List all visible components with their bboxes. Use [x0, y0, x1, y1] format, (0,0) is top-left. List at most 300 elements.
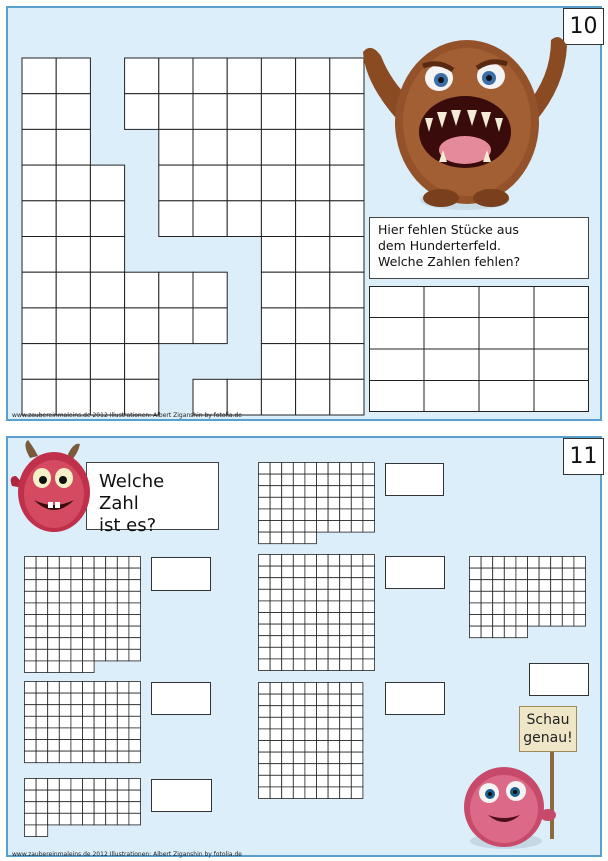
grid-cell: [270, 463, 282, 475]
grid-cell: [270, 601, 282, 613]
grid-cell: [293, 647, 305, 659]
grid-cell: [36, 751, 48, 763]
grid-cell: [83, 728, 95, 740]
puzzle-cell: [125, 379, 159, 415]
answer-table[interactable]: [369, 286, 589, 412]
grid-cell: [106, 779, 118, 791]
grid-cell: [117, 751, 129, 763]
grid-cell: [340, 752, 352, 764]
grid-cell: [293, 683, 305, 695]
answer-box-6[interactable]: [385, 682, 445, 715]
grid-cell: [293, 624, 305, 636]
grid-cell: [259, 486, 271, 498]
grid-cell: [328, 636, 340, 648]
puzzle-cell: [22, 201, 56, 237]
grid-cell: [48, 649, 60, 661]
grid-cell: [528, 568, 540, 580]
grid-cell: [71, 591, 83, 603]
puzzle-cell: [159, 129, 193, 165]
grid-cell: [504, 603, 516, 615]
grid-cell: [36, 825, 48, 837]
grid-cell: [71, 638, 83, 650]
answer-box-4[interactable]: [529, 663, 589, 696]
grid-cell: [48, 626, 60, 638]
grid-cell: [59, 790, 71, 802]
grid-cell: [94, 751, 106, 763]
grid-cell: [481, 568, 493, 580]
grid-cell: [259, 555, 271, 567]
grid-cell: [259, 497, 271, 509]
grid-cell: [328, 474, 340, 486]
grid-cell: [317, 486, 329, 498]
grid-cell: [351, 647, 363, 659]
grid-cell: [363, 636, 375, 648]
grid-cell: [259, 589, 271, 601]
grid-cell: [83, 568, 95, 580]
grid-cell: [129, 557, 141, 569]
answer-box-3[interactable]: [385, 556, 445, 589]
grid-cell: [270, 659, 282, 671]
grid-cell: [328, 694, 340, 706]
grid-cell: [340, 706, 352, 718]
puzzle-cell: [90, 379, 124, 415]
grid-cell: [117, 693, 129, 705]
grid-cell: [305, 497, 317, 509]
grid-cell: [481, 557, 493, 569]
grid-cell: [36, 615, 48, 627]
grid-cell: [351, 764, 363, 776]
grid-cell: [351, 636, 363, 648]
grid-cell: [117, 591, 129, 603]
grid-cell: [71, 716, 83, 728]
grid-cell: [71, 751, 83, 763]
grid-cell: [117, 716, 129, 728]
grid-cell: [293, 764, 305, 776]
grid-cell: [351, 683, 363, 695]
puzzle-cell: [125, 308, 159, 344]
grid-cell: [340, 647, 352, 659]
grid-cell: [71, 705, 83, 717]
grid-cell: [551, 557, 563, 569]
answer-box-5[interactable]: [151, 682, 211, 715]
grid-cell: [351, 463, 363, 475]
sign-line-1: Schau: [526, 712, 570, 728]
grid-cell: [328, 729, 340, 741]
grid-cell: [83, 779, 95, 791]
grid-cell: [71, 568, 83, 580]
grid-cell: [270, 683, 282, 695]
grid-cell: [282, 729, 294, 741]
grid-cell: [117, 740, 129, 752]
grid-cell: [328, 787, 340, 799]
grid-cell: [48, 790, 60, 802]
grid-cell: [293, 521, 305, 533]
grid-cell: [25, 790, 37, 802]
grid-cell: [83, 649, 95, 661]
grid-cell: [328, 463, 340, 475]
answer-box-7[interactable]: [151, 779, 212, 812]
grid-cell: [59, 615, 71, 627]
grid-cell: [293, 741, 305, 753]
grid-cell: [539, 568, 551, 580]
answer-box-1[interactable]: [385, 463, 444, 496]
grid-cell: [71, 626, 83, 638]
grid-cell: [106, 591, 118, 603]
grid-cell: [259, 636, 271, 648]
grid-cell: [106, 649, 118, 661]
grid-cell: [36, 661, 48, 673]
grid-cell: [83, 557, 95, 569]
grid-cell: [516, 591, 528, 603]
puzzle-cell: [227, 129, 261, 165]
grid-cell: [25, 568, 37, 580]
grid-cell: [94, 740, 106, 752]
grid-cell: [25, 603, 37, 615]
grid-cell: [36, 802, 48, 814]
prompt-line-1: Hier fehlen Stücke aus: [378, 222, 519, 237]
puzzle-cell: [90, 344, 124, 380]
grid-cell: [340, 636, 352, 648]
grid-cell: [528, 591, 540, 603]
grid-cell: [36, 790, 48, 802]
grid-cell: [317, 566, 329, 578]
grid-cell: [106, 705, 118, 717]
grid-cell: [59, 813, 71, 825]
puzzle-cell: [22, 272, 56, 308]
grid-cell: [351, 624, 363, 636]
grid-cell: [351, 775, 363, 787]
grid-cell: [59, 716, 71, 728]
puzzle-cell: [296, 165, 330, 201]
grid-cell: [328, 764, 340, 776]
grid-cell: [328, 775, 340, 787]
grid-cell: [59, 740, 71, 752]
grid-cell: [470, 626, 482, 638]
grid-cell: [493, 615, 505, 627]
question-line-2: ist es?: [99, 515, 157, 536]
grid-cell: [539, 603, 551, 615]
grid-cell: [117, 682, 129, 694]
grid-cell: [470, 557, 482, 569]
grid-cell: [83, 740, 95, 752]
puzzle-cell: [227, 58, 261, 94]
grid-cell: [282, 532, 294, 544]
grid-cell: [71, 779, 83, 791]
grid-cell: [282, 486, 294, 498]
grid-cell: [305, 636, 317, 648]
grid-cell: [562, 568, 574, 580]
grid-cell: [129, 649, 141, 661]
grid-cell: [340, 694, 352, 706]
grid-cell: [48, 728, 60, 740]
counting-grid-5: [24, 681, 144, 767]
grid-cell: [71, 661, 83, 673]
grid-cell: [117, 728, 129, 740]
grid-cell: [129, 603, 141, 615]
grid-cell: [259, 741, 271, 753]
grid-cell: [94, 603, 106, 615]
grid-cell: [48, 638, 60, 650]
grid-cell: [562, 615, 574, 627]
grid-cell: [83, 661, 95, 673]
grid-cell: [129, 682, 141, 694]
puzzle-cell: [330, 237, 364, 273]
grid-cell: [282, 683, 294, 695]
grid-cell: [129, 728, 141, 740]
puzzle-cell: [193, 379, 227, 415]
card-11: [6, 436, 602, 857]
grid-cell: [351, 578, 363, 590]
grid-cell: [94, 615, 106, 627]
grid-cell: [71, 740, 83, 752]
grid-cell: [71, 728, 83, 740]
grid-cell: [293, 706, 305, 718]
grid-cell: [317, 706, 329, 718]
grid-cell: [94, 649, 106, 661]
grid-cell: [36, 740, 48, 752]
grid-cell: [25, 813, 37, 825]
grid-cell: [106, 626, 118, 638]
puzzle-cell: [56, 94, 90, 130]
answer-box-2[interactable]: [151, 557, 211, 591]
grid-cell: [305, 474, 317, 486]
grid-cell: [351, 521, 363, 533]
grid-cell: [293, 486, 305, 498]
grid-cell: [305, 486, 317, 498]
grid-cell: [259, 717, 271, 729]
card-10-footer: www.zaubereinmaleins.de 2012 Illustrationen: Albert Ziganshin by fotolia.de: [12, 412, 242, 419]
grid-cell: [270, 787, 282, 799]
grid-cell: [36, 813, 48, 825]
counting-grid-1: [258, 462, 378, 536]
grid-cell: [270, 613, 282, 625]
grid-cell: [539, 591, 551, 603]
grid-cell: [293, 497, 305, 509]
grid-cell: [363, 578, 375, 590]
grid-cell: [516, 557, 528, 569]
grid-cell: [493, 626, 505, 638]
grid-cell: [516, 626, 528, 638]
puzzle-cell: [125, 272, 159, 308]
grid-cell: [493, 603, 505, 615]
grid-cell: [317, 729, 329, 741]
puzzle-cell: [56, 308, 90, 344]
grid-cell: [48, 603, 60, 615]
grid-cell: [129, 716, 141, 728]
grid-cell: [282, 601, 294, 613]
counting-grid-4: [469, 556, 589, 638]
grid-cell: [94, 638, 106, 650]
grid-cell: [117, 580, 129, 592]
grid-cell: [94, 779, 106, 791]
grid-cell: [363, 601, 375, 613]
puzzle-cell: [159, 272, 193, 308]
grid-cell: [129, 693, 141, 705]
grid-cell: [270, 729, 282, 741]
grid-cell: [363, 486, 375, 498]
puzzle-cell: [296, 308, 330, 344]
puzzle-cell: [193, 129, 227, 165]
grid-cell: [83, 693, 95, 705]
grid-cell: [59, 557, 71, 569]
grid-cell: [48, 591, 60, 603]
puzzle-cell: [193, 201, 227, 237]
grid-cell: [328, 647, 340, 659]
grid-cell: [259, 706, 271, 718]
grid-cell: [328, 659, 340, 671]
grid-cell: [305, 741, 317, 753]
grid-cell: [363, 624, 375, 636]
grid-cell: [351, 717, 363, 729]
grid-cell: [71, 557, 83, 569]
grid-cell: [340, 463, 352, 475]
prompt-line-3: Welche Zahlen fehlen?: [378, 254, 521, 269]
grid-cell: [282, 659, 294, 671]
grid-cell: [305, 717, 317, 729]
grid-cell: [305, 463, 317, 475]
grid-cell: [71, 682, 83, 694]
grid-cell: [351, 566, 363, 578]
puzzle-cell: [22, 58, 56, 94]
grid-cell: [36, 603, 48, 615]
prompt-line-2: dem Hunderterfeld.: [378, 238, 501, 253]
grid-cell: [259, 521, 271, 533]
grid-cell: [340, 566, 352, 578]
grid-cell: [94, 716, 106, 728]
question-line-1: Welche Zahl: [99, 471, 165, 514]
grid-cell: [363, 613, 375, 625]
grid-cell: [36, 580, 48, 592]
grid-cell: [94, 557, 106, 569]
grid-cell: [340, 486, 352, 498]
puzzle-cell: [193, 94, 227, 130]
puzzle-cell: [22, 165, 56, 201]
grid-cell: [117, 638, 129, 650]
grid-cell: [574, 615, 586, 627]
grid-cell: [270, 578, 282, 590]
puzzle-cell: [125, 94, 159, 130]
grid-cell: [504, 568, 516, 580]
grid-cell: [129, 626, 141, 638]
grid-cell: [551, 568, 563, 580]
puzzle-cell: [330, 379, 364, 415]
grid-cell: [59, 661, 71, 673]
grid-cell: [59, 580, 71, 592]
puzzle-cell: [330, 308, 364, 344]
grid-cell: [562, 580, 574, 592]
grid-cell: [305, 509, 317, 521]
grid-cell: [328, 706, 340, 718]
grid-cell: [317, 764, 329, 776]
grid-cell: [317, 636, 329, 648]
grid-cell: [270, 741, 282, 753]
grid-cell: [340, 497, 352, 509]
grid-cell: [351, 589, 363, 601]
grid-cell: [83, 591, 95, 603]
puzzle-cell: [227, 94, 261, 130]
grid-cell: [270, 474, 282, 486]
grid-cell: [36, 682, 48, 694]
grid-cell: [328, 613, 340, 625]
grid-cell: [117, 790, 129, 802]
grid-cell: [305, 613, 317, 625]
puzzle-cell: [22, 344, 56, 380]
grid-cell: [493, 591, 505, 603]
grid-cell: [270, 775, 282, 787]
grid-cell: [282, 787, 294, 799]
grid-cell: [36, 557, 48, 569]
grid-cell: [270, 566, 282, 578]
grid-cell: [25, 638, 37, 650]
grid-cell: [317, 497, 329, 509]
grid-cell: [48, 693, 60, 705]
grid-cell: [282, 624, 294, 636]
grid-cell: [36, 716, 48, 728]
puzzle-cell: [90, 272, 124, 308]
grid-cell: [493, 557, 505, 569]
grid-cell: [106, 580, 118, 592]
grid-cell: [305, 729, 317, 741]
grid-cell: [282, 509, 294, 521]
grid-cell: [259, 647, 271, 659]
hundred-field-puzzle: [22, 58, 364, 416]
grid-cell: [282, 613, 294, 625]
grid-cell: [59, 603, 71, 615]
grid-cell: [270, 694, 282, 706]
grid-cell: [305, 775, 317, 787]
grid-cell: [117, 603, 129, 615]
grid-cell: [340, 717, 352, 729]
grid-cell: [259, 509, 271, 521]
grid-cell: [305, 659, 317, 671]
grid-cell: [340, 578, 352, 590]
grid-cell: [270, 521, 282, 533]
puzzle-cell: [22, 308, 56, 344]
sign-line-2: genau!: [523, 730, 573, 746]
question-box: [86, 462, 219, 536]
grid-cell: [317, 717, 329, 729]
puzzle-cell: [22, 94, 56, 130]
grid-cell: [270, 555, 282, 567]
grid-cell: [83, 802, 95, 814]
grid-cell: [340, 659, 352, 671]
grid-cell: [293, 659, 305, 671]
grid-cell: [259, 683, 271, 695]
puzzle-cell: [330, 344, 364, 380]
puzzle-cell: [261, 272, 295, 308]
grid-cell: [25, 693, 37, 705]
grid-cell: [317, 578, 329, 590]
grid-cell: [48, 661, 60, 673]
grid-cell: [305, 589, 317, 601]
grid-cell: [528, 615, 540, 627]
grid-cell: [25, 591, 37, 603]
grid-cell: [83, 626, 95, 638]
grid-cell: [259, 752, 271, 764]
grid-cell: [59, 693, 71, 705]
grid-cell: [83, 813, 95, 825]
grid-cell: [129, 802, 141, 814]
grid-cell: [59, 682, 71, 694]
grid-cell: [282, 521, 294, 533]
puzzle-cell: [193, 308, 227, 344]
grid-cell: [574, 557, 586, 569]
puzzle-cell: [90, 201, 124, 237]
grid-cell: [59, 728, 71, 740]
grid-cell: [293, 601, 305, 613]
grid-cell: [59, 649, 71, 661]
grid-cell: [340, 729, 352, 741]
